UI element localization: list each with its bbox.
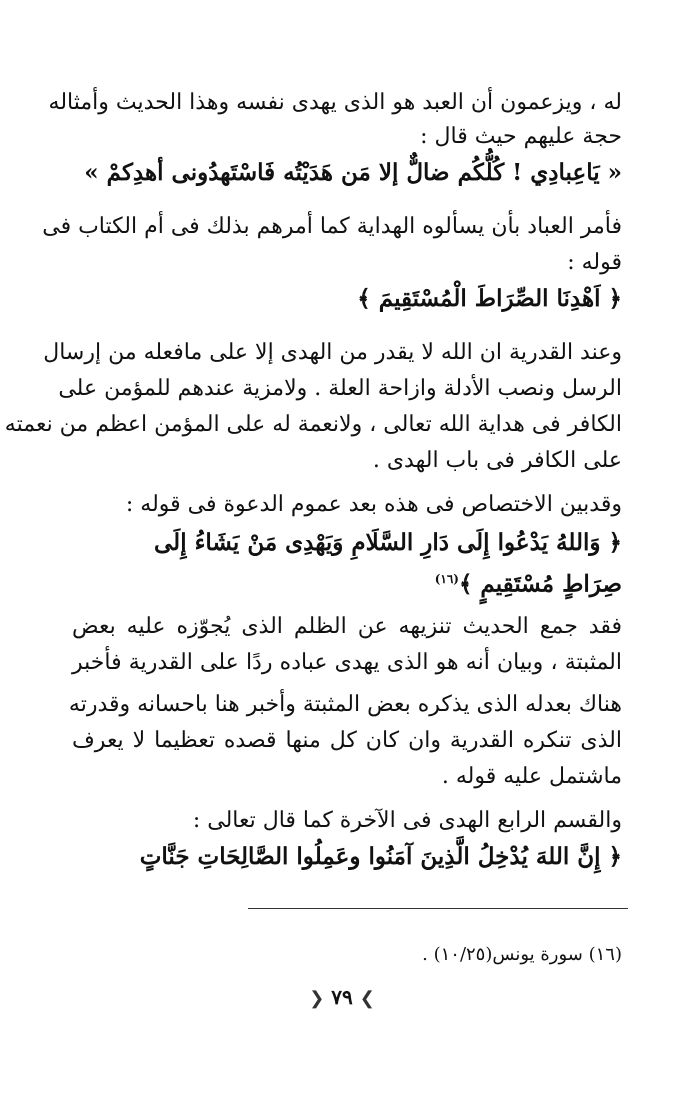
text-line: له ، ويزعمون أن العبد هو الذى يهدى نفسه وهذا الحديث وأمثاله [48, 90, 622, 115]
text-line: الكافر فى هداية الله تعالى ، ولانعمة له على المؤمن اعظم من نعمته [4, 412, 622, 437]
text-line: حجة عليهم حيث قال : [420, 124, 622, 149]
text-line: والقسم الرابع الهدى فى الآخرة كما قال تعالى : [192, 808, 622, 833]
text-line: على الكافر فى باب الهدى . [372, 448, 622, 473]
text-line: ماشتمل عليه قوله . [441, 764, 622, 789]
footnote: (١٦) سورة يونس(١٠/٢٥) . [422, 944, 622, 965]
text-line: فأمر العباد بأن يسألوه الهداية كما أمرهم بذلك فى أم الكتاب فى [42, 214, 622, 239]
quran-verse: ﴿ وَاللهُ يَدْعُوا إِلَى دَارِ السَّلَامِ وَيَهْدِى مَنْ يَشَاءُ إِلَى [154, 529, 622, 556]
quran-verse-end: صِرَاطٍ مُسْتَقِيمٍ ﴾ [458, 570, 622, 598]
ornament-right-icon: ❯ [359, 988, 375, 1009]
page-number-block [0, 985, 684, 1009]
ornament-left-icon: ❮ [309, 988, 325, 1009]
hadith-quote: « يَاعِبادِي ! كُلُّكُم ضالٌّ إلا مَن هَدَيْتُه فَاسْتَهدُونى أهدِكمْ » [84, 159, 622, 186]
text-line: الذى تنكره القدرية وان كان كل منها قصده تعظيما لا يعرف [72, 728, 622, 753]
footnote-divider [248, 908, 628, 909]
text-line: فقد جمع الحديث تنزيهه عن الظلم الذى يُجوّزه عليه بعض [72, 614, 622, 639]
footnote-marker: (١٦) [434, 572, 459, 586]
page-number: ٧٩ [331, 985, 353, 1009]
text-line: قوله : [567, 250, 622, 275]
text-line: المثبتة ، وبيان أنه هو الذى يهدى عباده ردًا على القدرية فأخبر [72, 650, 622, 675]
quran-verse [72, 564, 622, 600]
text-line: الرسل ونصب الأدلة وازاحة العلة . ولامزية عندهم للمؤمن على [58, 376, 622, 401]
text-line: هناك بعدله الذى يذكره بعض المثبتة وأخبر هنا باحسانه وقدرته [68, 692, 622, 717]
text-line: وعند القدرية ان الله لا يقدر من الهدى إلا على مافعله من إرسال [43, 340, 622, 365]
quran-verse: ﴿ اَهْدِنَا الصِّرَاطَ الْمُسْتَقِيمَ ﴾ [357, 285, 622, 312]
quran-verse: ﴿ إِنَّ اللهَ يُدْخِلُ الَّذِينَ آمَنُوا وعَمِلُوا الصَّالِحَاتِ جَنَّاتٍ [139, 843, 622, 870]
text-line: وقدبين الاختصاص فى هذه بعد عموم الدعوة فى قوله : [125, 492, 622, 517]
